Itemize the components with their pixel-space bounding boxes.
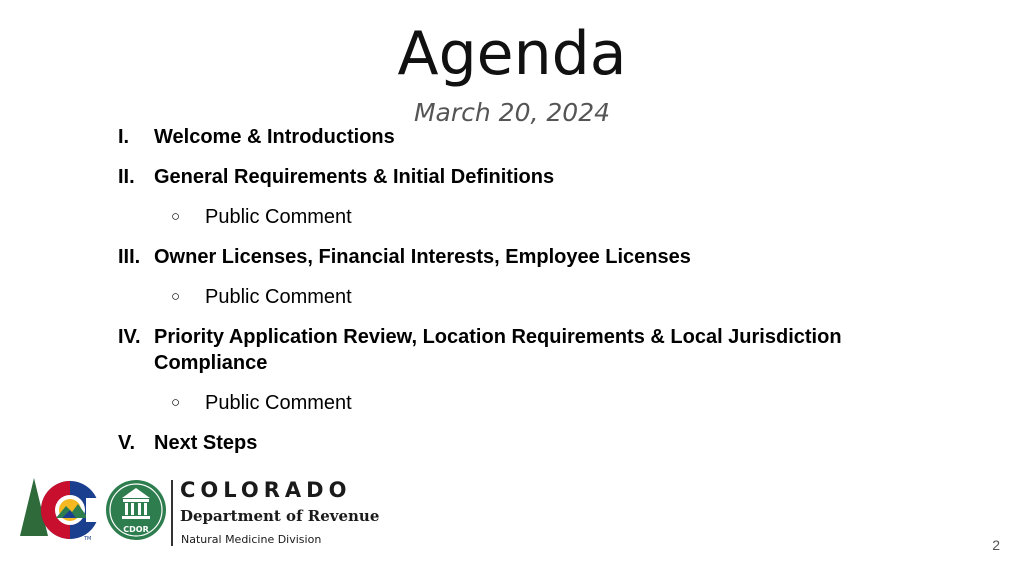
agenda-subitem-text: Public Comment <box>205 392 352 414</box>
cdor-seal-label: CDOR <box>123 525 149 534</box>
agenda-item <box>118 124 918 150</box>
agenda-item <box>118 324 918 376</box>
agenda-text: General Requirements & Initial Definitions <box>154 166 555 188</box>
cdor-seal-icon <box>106 480 166 540</box>
agenda-text: Welcome & Introductions <box>154 126 395 148</box>
agenda-item <box>118 164 918 190</box>
agenda-subitem <box>118 204 918 230</box>
colorado-c-icon <box>41 481 100 542</box>
agenda-number: V. <box>118 432 136 454</box>
agenda-text: Owner Licenses, Financial Interests, Employee Licenses <box>154 246 691 268</box>
agenda-item <box>118 430 918 456</box>
slide-title: Agenda <box>397 19 627 89</box>
agenda-item <box>118 244 918 270</box>
trademark-label: TM <box>84 536 92 542</box>
agenda-text: Next Steps <box>154 432 258 454</box>
agenda-number: IV. <box>118 326 141 348</box>
agenda-number: II. <box>118 166 135 188</box>
agenda-subitem <box>118 284 918 310</box>
page-number: 2 <box>992 537 1000 553</box>
circle-bullet-icon: ○ <box>171 208 181 225</box>
agenda-subitem-text: Public Comment <box>205 286 352 308</box>
circle-bullet-icon: ○ <box>171 288 181 305</box>
agenda-number: I. <box>118 126 130 148</box>
colorado-wordmark: COLORADO <box>180 478 352 502</box>
agenda-subitem-text: Public Comment <box>205 206 352 228</box>
slide-date: March 20, 2024 <box>413 98 611 127</box>
logo-divider <box>171 480 173 546</box>
agenda-list <box>118 124 918 456</box>
agenda-text: Priority Application Review, Location Requirements & Local Jurisdiction Compliance <box>154 326 842 374</box>
division-name: Natural Medicine Division <box>181 533 322 546</box>
agenda-number: III. <box>118 246 141 268</box>
circle-bullet-icon: ○ <box>171 394 181 411</box>
agenda-subitem <box>118 390 918 416</box>
department-name: Department of Revenue <box>180 507 380 525</box>
